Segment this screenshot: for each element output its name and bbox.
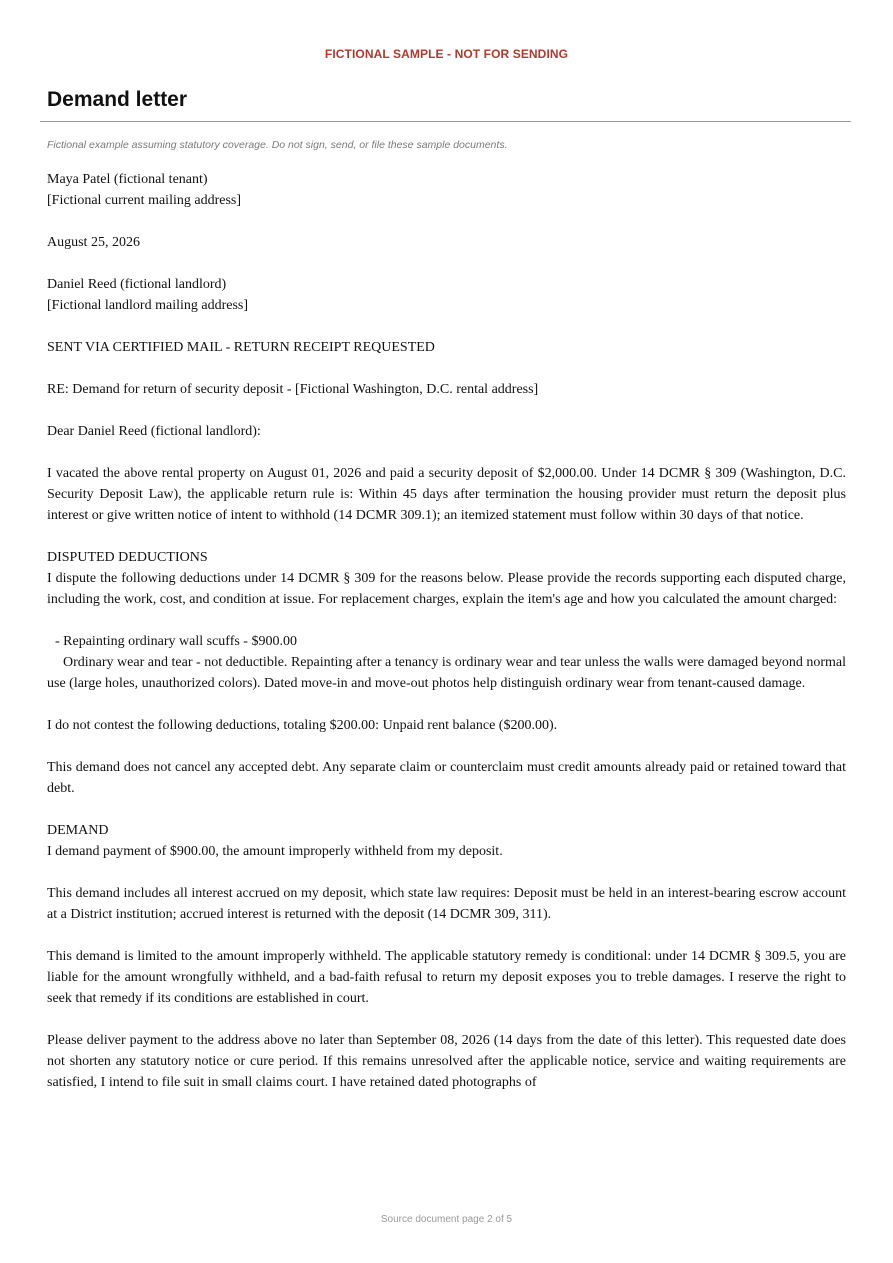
deduction-label: - Repainting ordinary wall scuffs - $900.00: [55, 634, 297, 649]
recipient-name: Daniel Reed (fictional landlord): [47, 277, 227, 292]
salutation: Dear Daniel Reed (fictional landlord):: [47, 424, 261, 439]
letter-date: August 25, 2026: [47, 235, 140, 250]
deduction-item: [47, 631, 846, 694]
sample-banner: FICTIONAL SAMPLE - NOT FOR SENDING: [324, 47, 569, 61]
sender-block: [47, 169, 846, 211]
remedy-paragraph: This demand is limited to the amount improperly withheld. The applicable statutory remedy is conditional: under 14 DCMR § 309.5, you are liable for the amount wrongfully withheld, and a bad-faith refusal to return my deposit exposes you to treble damages. I reserve the right to seek that remedy if its conditions are established in court.: [47, 949, 846, 1006]
page-title: Demand letter: [47, 88, 188, 111]
title-divider: [40, 121, 851, 122]
interest-paragraph: This demand includes all interest accrued on my deposit, which state law requires: Deposit must be held in an interest-bearing escrow account at a District institution; accrued interest is returned with the deposit (14 DCMR 309, 311).: [47, 886, 846, 922]
demand-section: [47, 820, 846, 862]
sender-address: [Fictional current mailing address]: [47, 193, 241, 208]
uncontested-paragraph: I do not contest the following deductions, totaling $200.00: Unpaid rent balance ($200.00).: [47, 718, 558, 733]
payment-paragraph: Please deliver payment to the address above no later than September 08, 2026 (14 days from the date of this letter). This requested date does not shorten any statutory notice or cure period. If this remains unresolved after the applicable notice, service and waiting requirements are satisfied, I intend to file suit in small claims court. I have retained dated photographs of: [47, 1033, 846, 1090]
letter-body: [47, 169, 846, 1114]
sender-name: Maya Patel (fictional tenant): [47, 172, 208, 187]
recipient-block: [47, 274, 846, 316]
disputed-text: I dispute the following deductions under 14 DCMR § 309 for the reasons below. Please provide the records supporting each disputed charge, including the work, cost, and condition at issue. For replacement charges, explain the item's age and how you calculated the amount charged:: [47, 571, 846, 607]
debt-paragraph: This demand does not cancel any accepted debt. Any separate claim or counterclaim must credit amounts already paid or retained toward that debt.: [47, 760, 846, 796]
intro-paragraph: I vacated the above rental property on August 01, 2026 and paid a security deposit of $2,000.00. Under 14 DCMR § 309 (Washington, D.C. Security Deposit Law), the applicable return rule is: Within 45 days after termination the housing provider must return the deposit plus interest or give written notice of intent to withhold (14 DCMR 309.1); an itemized statement must follow within 30 days of that notice.: [47, 466, 846, 523]
demand-text: I demand payment of $900.00, the amount improperly withheld from my deposit.: [47, 844, 503, 859]
delivery-method: SENT VIA CERTIFIED MAIL - RETURN RECEIPT REQUESTED: [47, 340, 435, 355]
disputed-heading: DISPUTED DEDUCTIONS: [47, 550, 208, 565]
re-line: RE: Demand for return of security deposit - [Fictional Washington, D.C. rental address]: [47, 382, 539, 397]
deduction-reason: Ordinary wear and tear - not deductible. Repainting after a tenancy is ordinary wear and tear unless the walls were damaged beyond normal use (large holes, unauthorized colors). Dated move-in and move-out photos help distinguish ordinary wear from tenant-caused damage.: [47, 655, 846, 691]
disputed-section: [47, 547, 846, 610]
demand-heading: DEMAND: [47, 823, 109, 838]
page-footer: Source document page 2 of 5: [380, 1214, 513, 1225]
recipient-address: [Fictional landlord mailing address]: [47, 298, 249, 313]
disclaimer-note: Fictional example assuming statutory coverage. Do not sign, send, or file these sample documents.: [47, 139, 508, 151]
